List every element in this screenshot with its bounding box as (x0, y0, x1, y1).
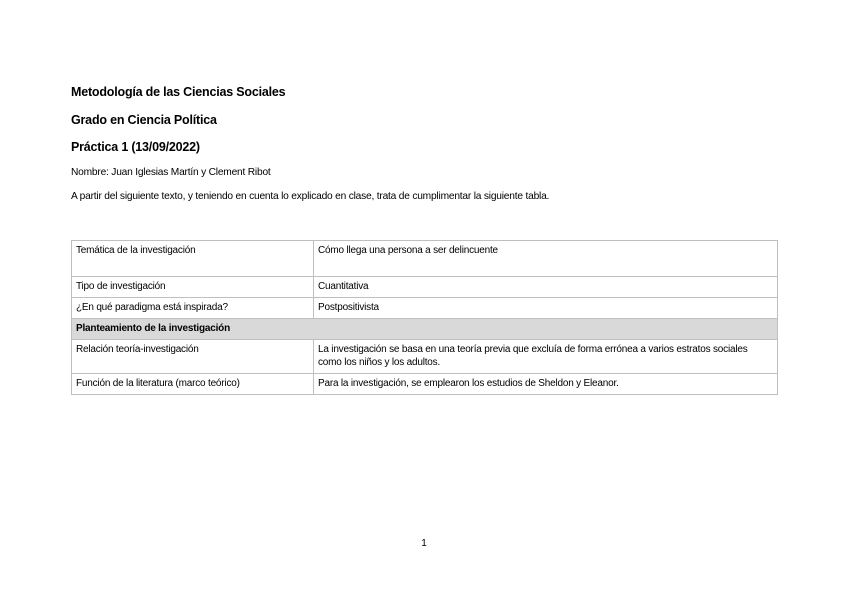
row-value-paradigma: Postpositivista (314, 298, 778, 319)
row-value-tematica: Cómo llega una persona a ser delincuente (314, 241, 778, 277)
row-value-literatura: Para la investigación, se emplearon los estudios de Sheldon y Eleanor. (314, 374, 778, 395)
research-table (71, 240, 778, 395)
table-row (72, 374, 778, 395)
row-label-tipo: Tipo de investigación (72, 277, 314, 298)
course-title: Metodología de las Ciencias Sociales (71, 85, 286, 99)
row-label-tematica: Temática de la investigación (72, 241, 314, 277)
row-value-relacion: La investigación se basa en una teoría previa que excluía de forma errónea a varios estratos sociales como los niños y los adultos. (314, 340, 778, 374)
student-names: Nombre: Juan Iglesias Martín y Clement Ribot (71, 167, 271, 178)
row-label-paradigma: ¿En qué paradigma está inspirada? (72, 298, 314, 319)
row-label-literatura: Función de la literatura (marco teórico) (72, 374, 314, 395)
table-row (72, 298, 778, 319)
practice-title: Práctica 1 (13/09/2022) (71, 140, 200, 154)
table-row (72, 277, 778, 298)
section-heading-planteamiento: Planteamiento de la investigación (72, 319, 778, 340)
table-section-row (72, 319, 778, 340)
instructions-text: A partir del siguiente texto, y teniendo en cuenta lo explicado en clase, trata de cumplimentar la siguiente tabla. (71, 191, 550, 202)
row-value-tipo: Cuantitativa (314, 277, 778, 298)
table-row (72, 241, 778, 277)
page-number: 1 (421, 538, 427, 549)
table-row (72, 340, 778, 374)
degree-title: Grado en Ciencia Política (71, 113, 217, 127)
row-label-relacion: Relación teoría-investigación (72, 340, 314, 374)
